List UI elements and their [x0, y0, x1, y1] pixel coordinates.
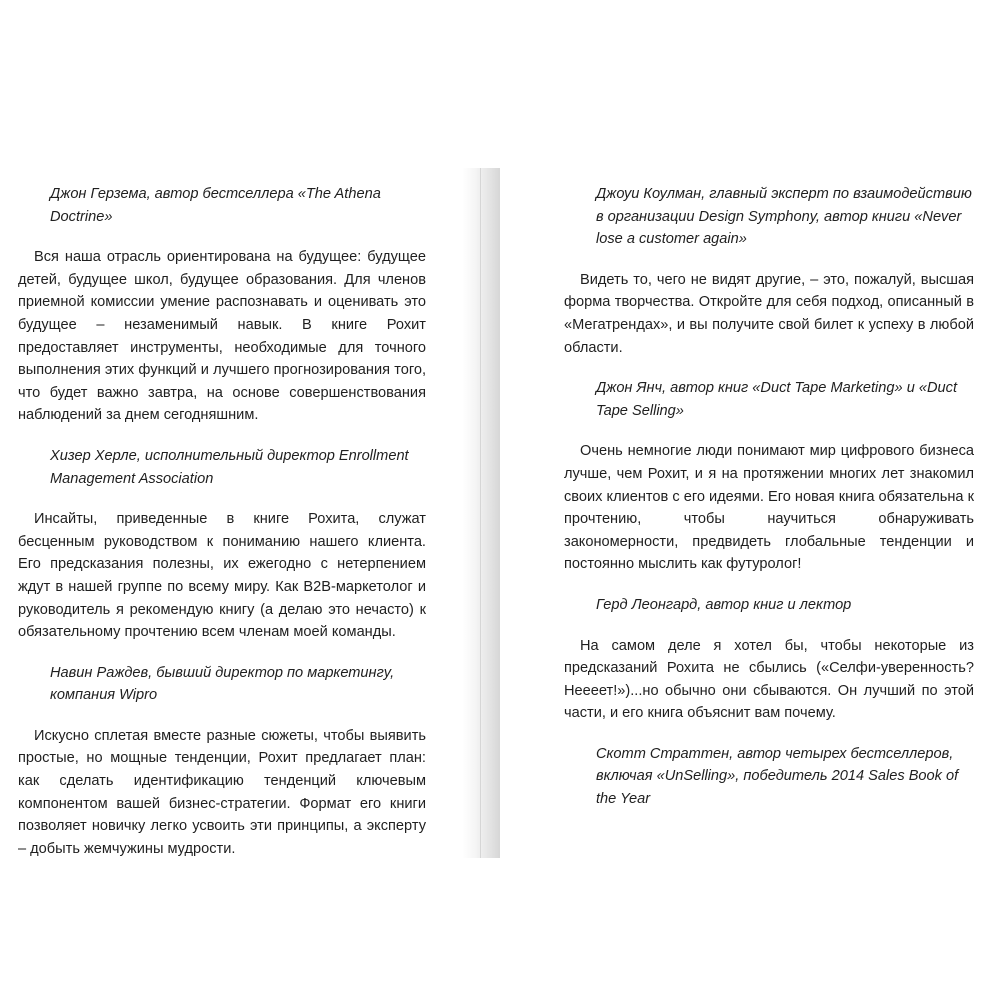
quote-attribution: Хизер Херле, исполнительный директор Enrollment Management Association — [50, 447, 409, 487]
quote-attribution: Джоуи Коулман, главный эксперт по взаимодействию в организации Design Symphony, автор книги «Never lose a customer again» — [596, 186, 972, 248]
quote-attribution: Джон Янч, автор книг «Duct Tape Marketing» и «Duct Tape Selling» — [596, 380, 957, 419]
quote-attribution: Джон Герзема, автор бестселлера «The Athena Doctrine» — [50, 186, 381, 225]
quote-paragraph: Искусно сплетая вместе разные сюжеты, чтобы выявить простые, но мощные тенденции, Рохит предлагает план: как сделать идентификацию тенденций ключевым компонентом вашей бизнес-стратегии. Формат его книги позволяет новичку легко усвоить эти принципы, а эксперту – добыть жемчужины мудрости. — [18, 727, 426, 857]
quote-attribution: Навин Раждев, бывший директор по маркетингу, компания Wipro — [50, 664, 395, 704]
quote-paragraph: Вся наша отрасль ориентирована на будущее: будущее детей, будущее школ, будущее образования. Для членов приемной комиссии умение распознавать и оценивать это будущее – незаменимый навык. В книге Рохит предоставляет инструменты, необходимые для точного выполнения этих функций и лучшего прогнозирования того, что будет важно завтра, на основе совершенствования наблюдений за днем сегодняшним. — [18, 249, 426, 424]
quote-paragraph: Инсайты, приведенные в книге Рохита, служат бесценным руководством к пониманию нашего клиента. Его предсказания полезны, их ежегодно с нетерпением ждут в нашей группе по всему миру. Как B2B-маркетолог и руководитель я рекомендую книгу (а делаю это нечасто) к обязательному прочтению всем членам моей команды. — [18, 511, 426, 641]
right-page — [564, 183, 974, 829]
book-gutter-line — [480, 168, 481, 858]
quote-paragraph: На самом деле я хотел бы, чтобы некоторые из предсказаний Рохита не сбылись («Селфи-уверенность? Нееeет!»)...но обычно они сбываются. Он лучший по этой части, и его книга объяснит вам почему. — [564, 637, 974, 722]
quote-attribution: Скотт Страттен, автор четырех бестселлеров, включая «UnSelling», победитель 2014 Sales Book of the Year — [596, 745, 959, 808]
quote-attribution: Герд Леонгард, автор книг и лектор — [596, 596, 852, 613]
left-page — [18, 183, 426, 878]
book-gutter-shadow — [462, 168, 500, 858]
quote-paragraph: Видеть то, чего не видят другие, – это, пожалуй, высшая форма творчества. Откройте для себя подход, описанный в «Мегатрендах», и вы получите свой билет к успеху в любой области. — [564, 271, 974, 356]
quote-paragraph: Очень немногие люди понимают мир цифрового бизнеса лучше, чем Рохит, и я на протяжении многих лет знакомил своих клиентов с его идеями. Его новая книга обязательна к прочтению, чтобы научиться обнаруживать закономерности, предвидеть глобальные тенденции и постоянно мыслить как футуролог! — [564, 443, 974, 573]
